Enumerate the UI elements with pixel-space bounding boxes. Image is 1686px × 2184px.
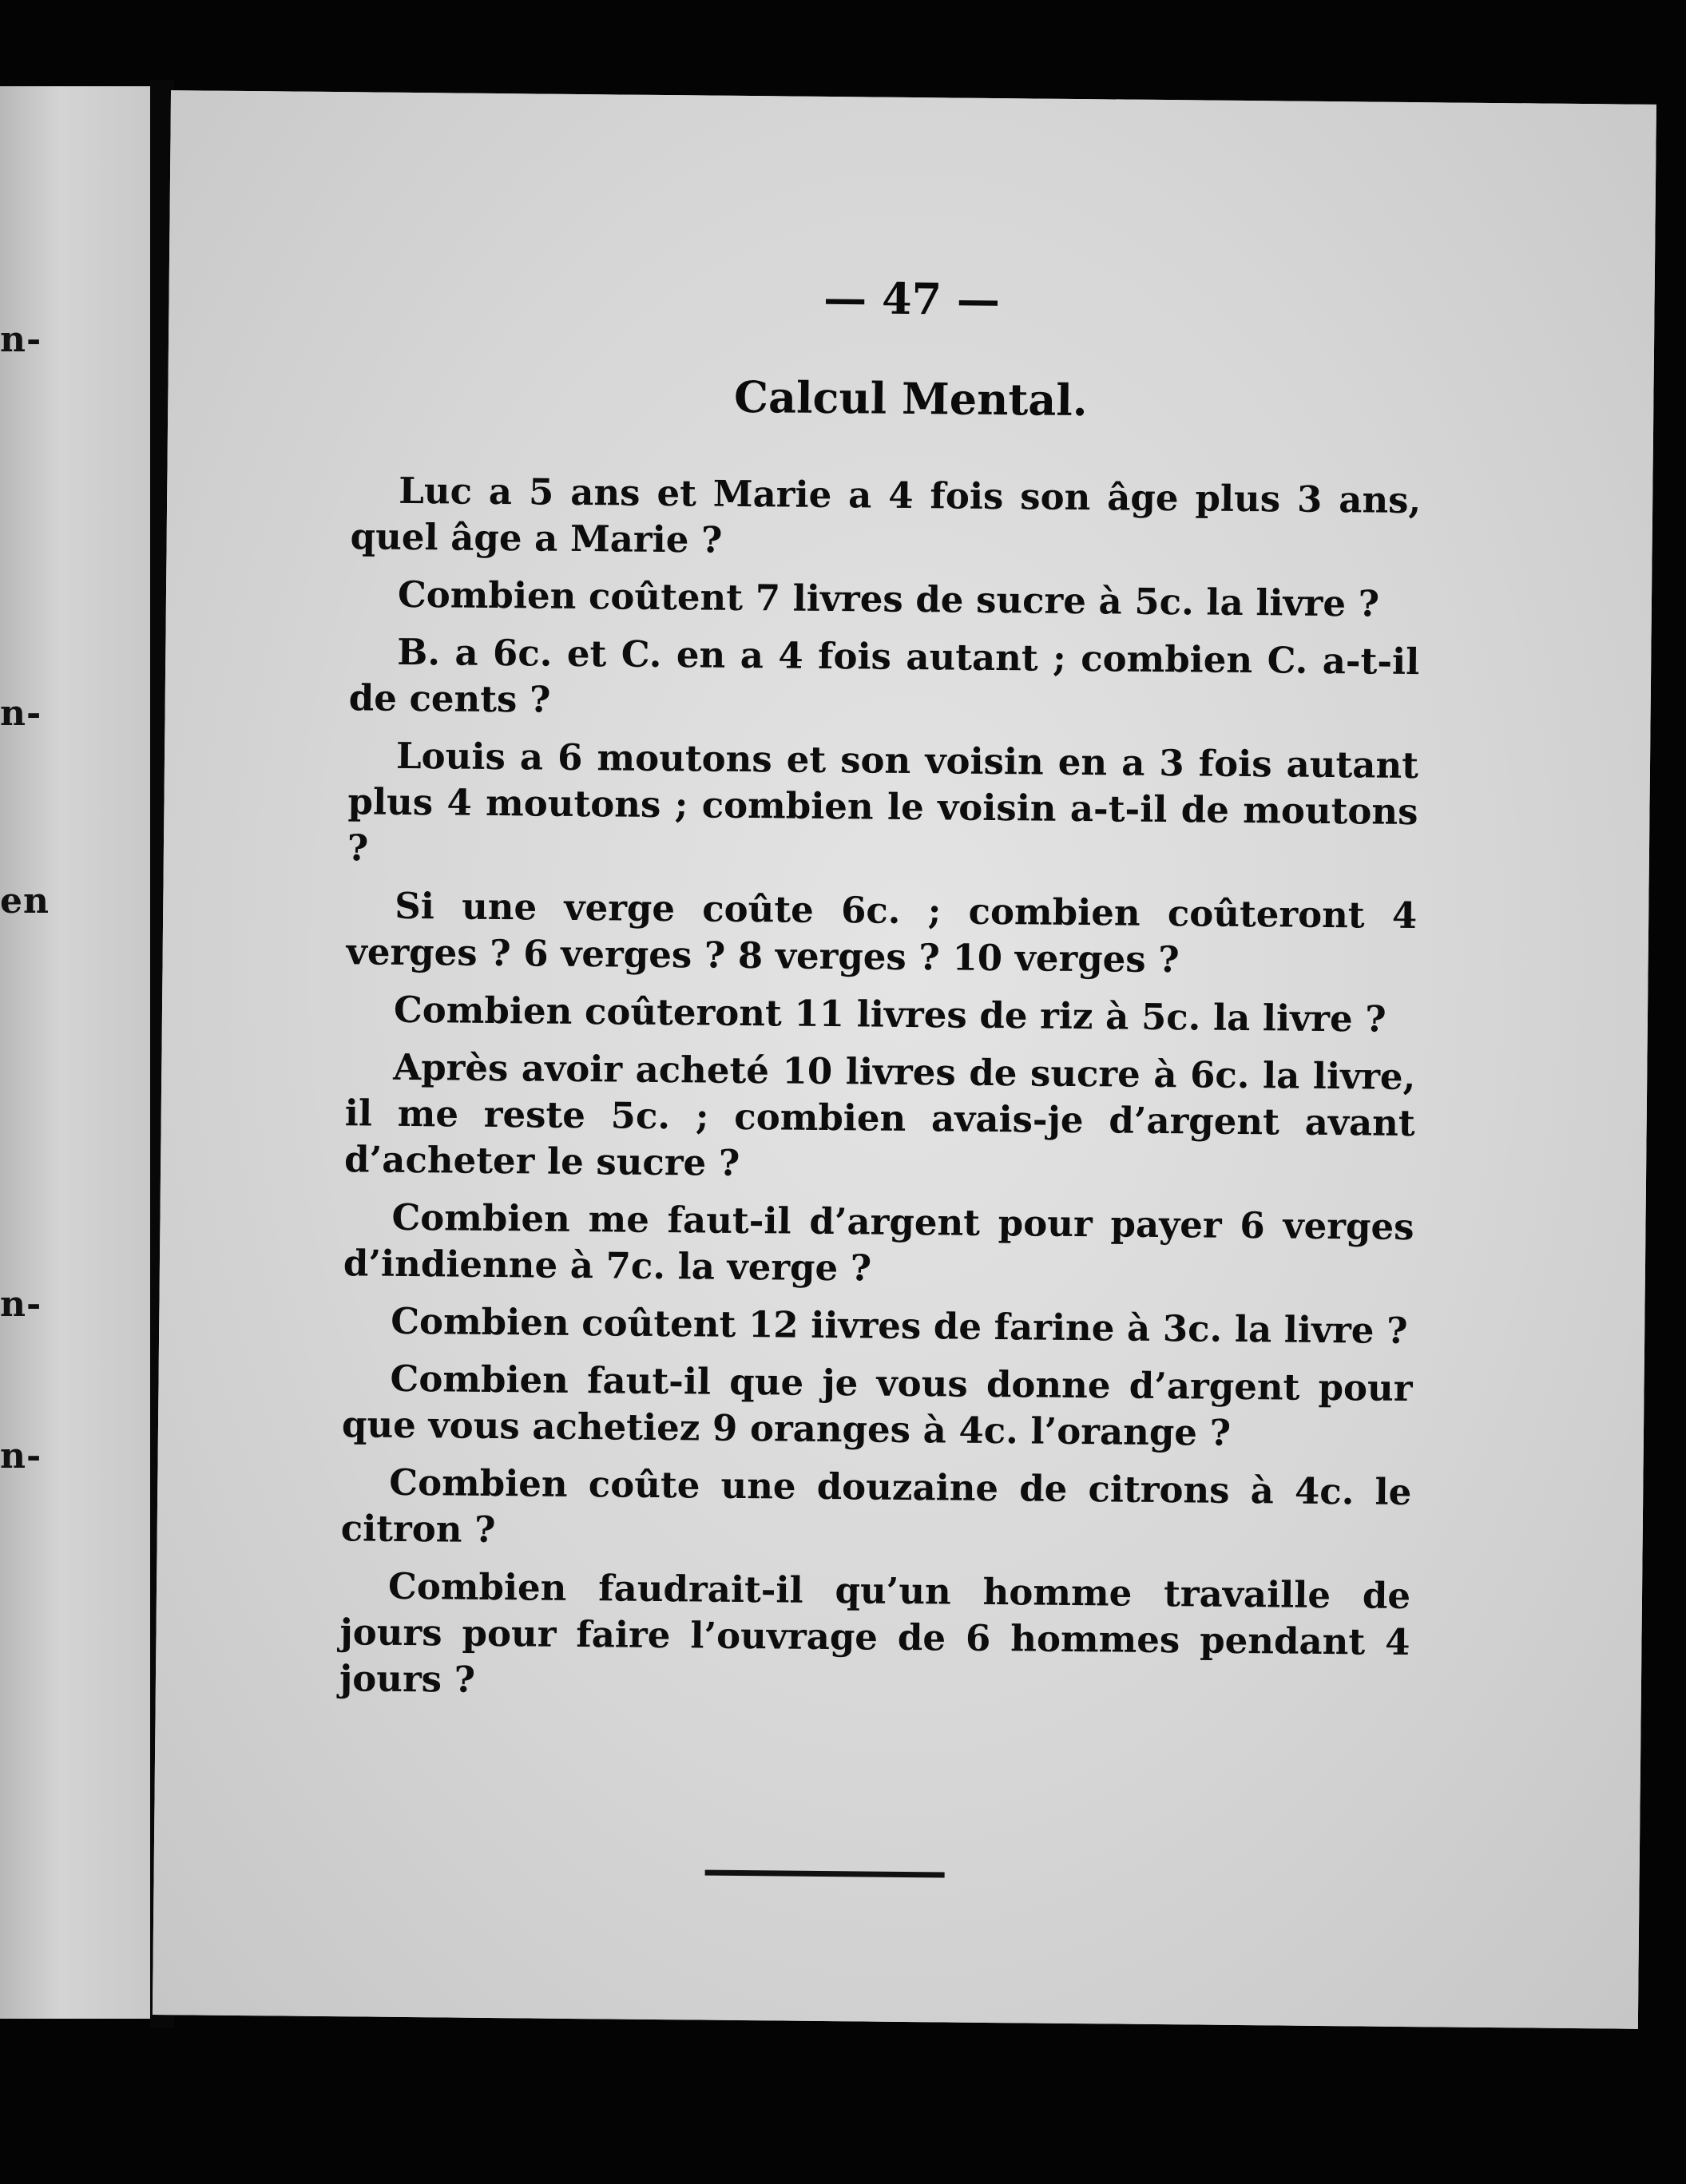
exercise-item: Combien coûteront 11 livres de riz à 5c. la livre ? bbox=[393, 988, 1386, 1040]
exercise-item: Combien coûte une douzaine de citrons à 4c. le citron ? bbox=[340, 1461, 1412, 1552]
left-facing-page bbox=[0, 86, 150, 2019]
left-page-fragment: n- bbox=[0, 1284, 42, 1325]
exercise-item: Combien coûtent 7 livres de sucre à 5c. la livre ? bbox=[397, 573, 1380, 625]
exercise-item: B. a 6c. et C. en a 4 fois autant ; combien C. a-t-il de cents ? bbox=[348, 630, 1420, 721]
exercise-item: Combien me faut-il d’argent pour payer 6 verges d’indienne à 7c. la verge ? bbox=[343, 1195, 1414, 1290]
left-page-fragment: en bbox=[0, 881, 50, 922]
page-number: — 47 — bbox=[823, 272, 1001, 326]
left-page-fragment: n- bbox=[0, 1436, 42, 1476]
book-page bbox=[153, 90, 1656, 2029]
exercise-list bbox=[339, 467, 1422, 1723]
exercise-item: Combien faudrait-il qu’un homme travaille de jours pour faire l’ouvrage de 6 hommes pendant 4 jours ? bbox=[339, 1564, 1411, 1701]
exercise-item: Combien faut-il que je vous donne d’argent pour que vous achetiez 9 oranges à 4c. l’orange ? bbox=[341, 1357, 1413, 1454]
exercise-item: Combien coûtent 12 iivres de farine à 3c. la livre ? bbox=[391, 1299, 1408, 1353]
exercise-item: Luc a 5 ans et Marie a 4 fois son âge plus 3 ans, quel âge a Marie ? bbox=[350, 469, 1422, 561]
exercise-item: Louis a 6 moutons et son voisin en a 3 fois autant plus 4 moutons ; combien le voisin a-t-il de moutons ? bbox=[347, 734, 1419, 870]
page-title: Calcul Mental. bbox=[733, 371, 1088, 426]
end-rule bbox=[705, 1870, 945, 1878]
left-page-fragment: n- bbox=[0, 693, 42, 734]
exercise-item: Si une verge coûte 6c. ; combien coûteront 4 verges ? 6 verges ? 8 verges ? 10 verges ? bbox=[346, 884, 1418, 981]
left-page-fragment: n- bbox=[0, 319, 42, 360]
exercise-item: Après avoir acheté 10 livres de sucre à 6c. la livre, il me reste 5c. ; combien avais-je d’argent avant d’acheter le sucre ? bbox=[343, 1045, 1416, 1184]
